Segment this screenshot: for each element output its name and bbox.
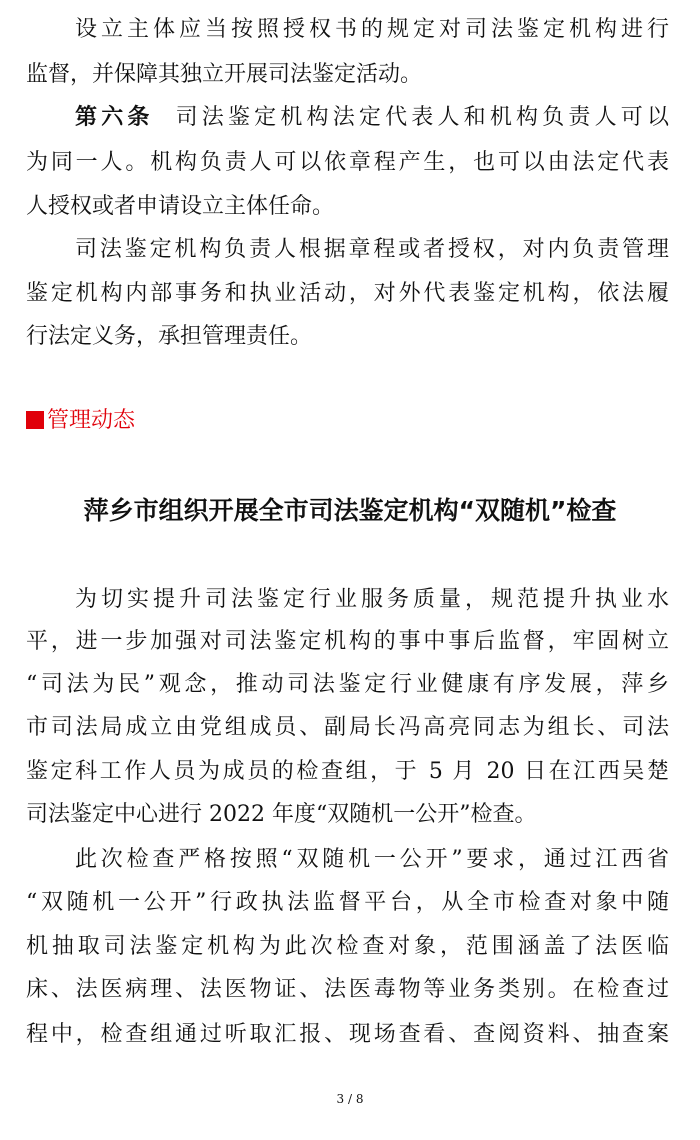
text-line: 鉴定机构内部事务和执业活动，对外代表鉴定机构，依法履 (26, 281, 669, 306)
text-line: 床、法医病理、法医物证、法医毒物等业务类别。在检查过 (26, 977, 669, 1002)
text-line: 机抽取司法鉴定机构为此次检查对象，范围涵盖了法医临 (26, 934, 669, 959)
text-line: 市司法局成立由党组成员、副局长冯高亮同志为组长、司法 (26, 715, 669, 740)
red-square-icon (26, 411, 44, 429)
article-6-line (75, 103, 669, 133)
text-line: 人授权或者申请设立主体任命。 (26, 194, 335, 219)
section-heading (26, 406, 135, 436)
text-line: 监督，并保障其独立开展司法鉴定活动。 (26, 62, 423, 87)
text-line: 司法鉴定机构负责人根据章程或者授权，对内负责管理 (75, 237, 669, 262)
text-line: 鉴定科工作人员为成员的检查组，于 5 月 20 日在江西吴楚 (26, 759, 669, 784)
text-line: 设立主体应当按照授权书的规定对司法鉴定机构进行 (75, 17, 669, 42)
text-line: 程中，检查组通过听取汇报、现场查看、查阅资料、抽查案 (26, 1022, 669, 1047)
text-line: 平，进一步加强对司法鉴定机构的事中事后监督，牢固树立 (26, 629, 669, 654)
text-line: 为切实提升司法鉴定行业服务质量，规范提升执业水 (75, 587, 669, 612)
text-line: “双随机一公开”行政执法监督平台，从全市检查对象中随 (26, 890, 669, 915)
text-line: 为同一人。机构负责人可以依章程产生，也可以由法定代表 (26, 150, 669, 175)
text-line: 司法鉴定机构法定代表人和机构负责人可以 (175, 105, 669, 130)
page-number: 3 / 8 (336, 1092, 364, 1106)
text-line: 司法鉴定中心进行 2022 年度“双随机一公开”检查。 (26, 802, 537, 827)
text-line: “司法为民”观念，推动司法鉴定行业健康有序发展，萍乡 (26, 672, 669, 697)
article-label: 第六条 (75, 105, 154, 130)
article-title: 萍乡市组织开展全市司法鉴定机构“双随机”检查 (83, 496, 617, 525)
text-line: 行法定义务，承担管理责任。 (26, 324, 313, 349)
section-label: 管理动态 (47, 408, 136, 433)
text-line: 此次检查严格按照“双随机一公开”要求，通过江西省 (75, 847, 669, 872)
